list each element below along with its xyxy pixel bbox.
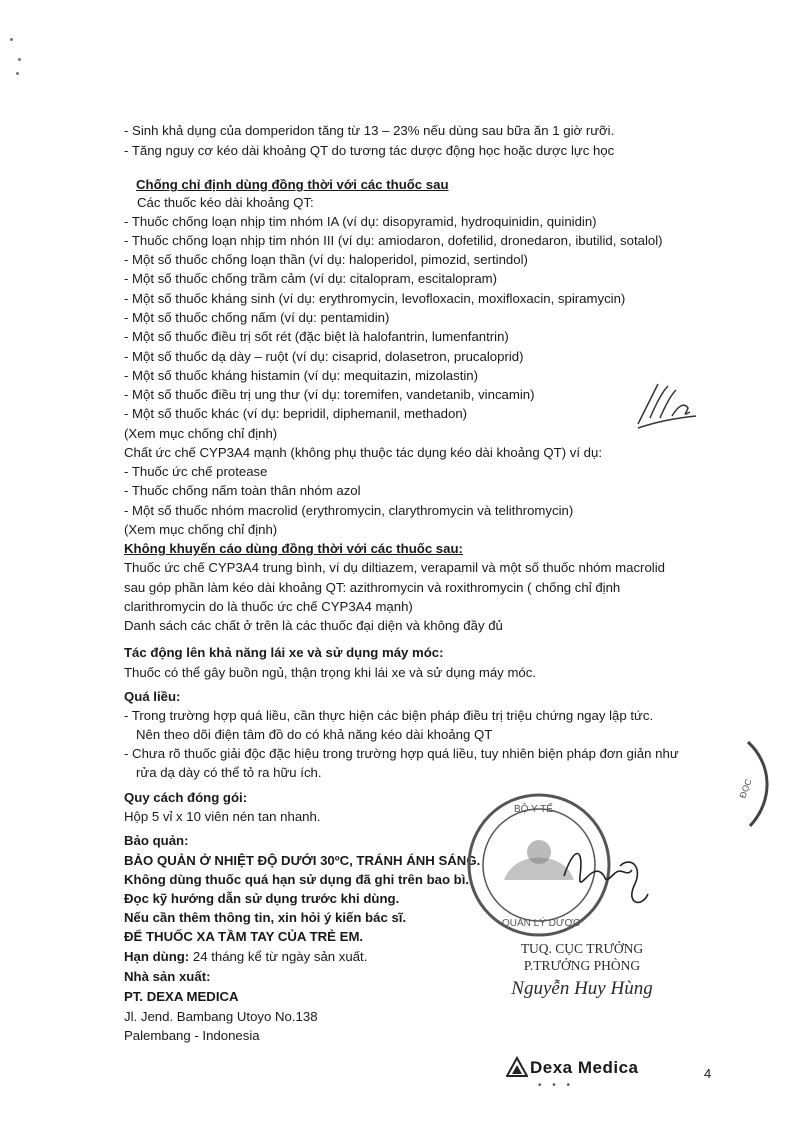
list-item: - Thuốc ức chế protease — [124, 464, 268, 479]
list-item: - Một số thuốc điều trị sốt rét (đặc biệt là halofantrin, lumenfantrin) — [124, 329, 509, 344]
storage-line: BẢO QUẢN Ở NHIỆT ĐỘ DƯỚI 30ºC, TRÁNH ÁNH SÁNG. — [124, 853, 481, 868]
text-line: Nên theo dõi điện tâm đồ do có khả năng kéo dài khoảng QT — [136, 727, 493, 742]
official-title: TUQ. CỤC TRƯỞNG — [520, 941, 644, 956]
text-line: Hộp 5 vỉ x 10 viên nén tan nhanh. — [124, 809, 321, 824]
text-line: Danh sách các chất ở trên là các thuốc đại diện và không đầy đủ — [124, 618, 503, 633]
section-heading: Chống chỉ định dùng đồng thời với các thuốc sau — [136, 177, 449, 192]
storage-line: Nếu cần thêm thông tin, xin hỏi ý kiến bác sĩ. — [124, 910, 407, 925]
shelf-life-value: 24 tháng kể từ ngày sản xuất. — [189, 949, 368, 964]
list-item: - Một số thuốc chống trầm cảm (ví dụ: citalopram, escitalopram) — [124, 271, 498, 286]
stamp-top-text: BỘ Y TẾ — [514, 804, 553, 815]
storage-line: Không dùng thuốc quá hạn sử dụng đã ghi trên bao bì. — [124, 872, 470, 887]
list-item: - Một số thuốc điều trị ung thư (ví dụ: toremifen, vandetanib, vincamin) — [124, 387, 535, 402]
signature — [560, 836, 660, 916]
manufacturer-address: Jl. Jend. Bambang Utoyo No.138 — [124, 1009, 318, 1024]
list-item: - Một số thuốc chống nấm (ví dụ: pentamidin) — [124, 310, 390, 325]
list-item: - Một số thuốc dạ dày – ruột (ví dụ: cisaprid, dolasetron, prucaloprid) — [124, 349, 524, 364]
scan-speck — [18, 58, 21, 61]
list-item: - Một số thuốc kháng histamin (ví dụ: mequitazin, mizolastin) — [124, 368, 479, 383]
section-heading: Quá liều: — [124, 689, 181, 704]
official-name: Nguyễn Huy Hùng — [511, 978, 653, 999]
manufacturer-address: Palembang - Indonesia — [124, 1028, 260, 1043]
section-heading: Tác động lên khả năng lái xe và sử dụng máy móc: — [124, 645, 444, 660]
text-line: rửa dạ dày có thể tỏ ra hữu ích. — [136, 765, 322, 780]
list-item: - Một số thuốc nhóm macrolid (erythromycin, clarythromycin và telithromycin) — [124, 503, 574, 518]
text-line: (Xem mục chống chỉ định) — [124, 426, 278, 441]
storage-line: ĐỂ THUỐC XA TẦM TAY CỦA TRẺ EM. — [124, 929, 364, 944]
dexa-logo-icon — [506, 1056, 528, 1078]
footer-dots: • • • — [538, 1080, 575, 1091]
section-heading: Quy cách đóng gói: — [124, 790, 248, 805]
storage-line: Đọc kỹ hướng dẫn sử dụng trước khi dùng. — [124, 891, 400, 906]
section-heading: Bảo quản: — [124, 833, 189, 848]
shelf-life-line — [124, 948, 367, 966]
scan-speck — [10, 38, 13, 41]
list-item: - Một số thuốc khác (ví dụ: bepridil, diphemanil, methadon) — [124, 406, 468, 421]
page-number: 4 — [704, 1066, 712, 1081]
list-item: - Thuốc chống nấm toàn thân nhóm azol — [124, 483, 361, 498]
section-heading: Nhà sản xuất: — [124, 969, 211, 984]
text-line: Chất ức chế CYP3A4 mạnh (không phụ thuộc tác dụng kéo dài khoảng QT) ví dụ: — [124, 445, 603, 460]
text-line: Các thuốc kéo dài khoảng QT: — [137, 195, 314, 210]
list-item: - Một số thuốc kháng sinh (ví dụ: erythromycin, levofloxacin, moxifloxacin, spiramycin) — [124, 291, 626, 306]
text-line: Thuốc ức chế CYP3A4 trung bình, ví dụ diltiazem, verapamil và một số thuốc nhóm macrolid — [124, 560, 665, 575]
manufacturer-name: PT. DEXA MEDICA — [124, 989, 239, 1004]
scan-speck — [16, 72, 19, 75]
section-heading: Không khuyến cáo dùng đồng thời với các thuốc sau: — [124, 541, 463, 556]
text-line: - Tăng nguy cơ kéo dài khoảng QT do tương tác dược động học hoặc dược lực học — [124, 143, 615, 158]
stamp-bottom-text: QUẢN LÝ DƯỢC — [502, 918, 581, 929]
list-item: - Thuốc chống loạn nhịp tim nhóm IA (ví dụ: disopyramid, hydroquinidin, quinidin) — [124, 214, 597, 229]
list-item: - Một số thuốc chống loạn thần (ví dụ: haloperidol, pimozid, sertindol) — [124, 252, 528, 267]
text-line: (Xem mục chống chỉ định) — [124, 522, 278, 537]
text-line: - Sinh khả dụng của domperidon tăng từ 13 – 23% nếu dùng sau bữa ăn 1 giờ rưỡi. — [124, 123, 615, 138]
text-line: Thuốc có thể gây buồn ngủ, thận trọng khi lái xe và sử dụng máy móc. — [124, 665, 537, 680]
dexa-logo: Dexa Medica — [530, 1058, 639, 1077]
list-item: - Chưa rõ thuốc giải độc đặc hiệu trong trường hợp quá liều, tuy nhiên biện pháp đơn giản như — [124, 746, 679, 761]
list-item: - Trong trường hợp quá liều, cần thực hiện các biện pháp điều trị triệu chứng ngay lập tức. — [124, 708, 654, 723]
list-item: - Thuốc chống loạn nhịp tim nhón III (ví dụ: amiodaron, dofetilid, dronedaron, ibutilid, sotalol) — [124, 233, 663, 248]
text-line: clarithromycin do là thuốc ức chế CYP3A4 mạnh) — [124, 599, 413, 614]
text-line: sau góp phần làm kéo dài khoảng QT: azithromycin và roxithromycin ( chống chỉ định — [124, 580, 621, 595]
official-subtitle: P.TRƯỞNG PHÒNG — [523, 958, 641, 973]
svg-text:ĐỌC: ĐỌC — [737, 777, 754, 800]
edge-stamp-fragment — [730, 738, 790, 830]
initials-signature — [632, 378, 702, 432]
official-signature-block — [497, 940, 667, 997]
shelf-life-label: Hạn dùng: — [124, 949, 190, 964]
